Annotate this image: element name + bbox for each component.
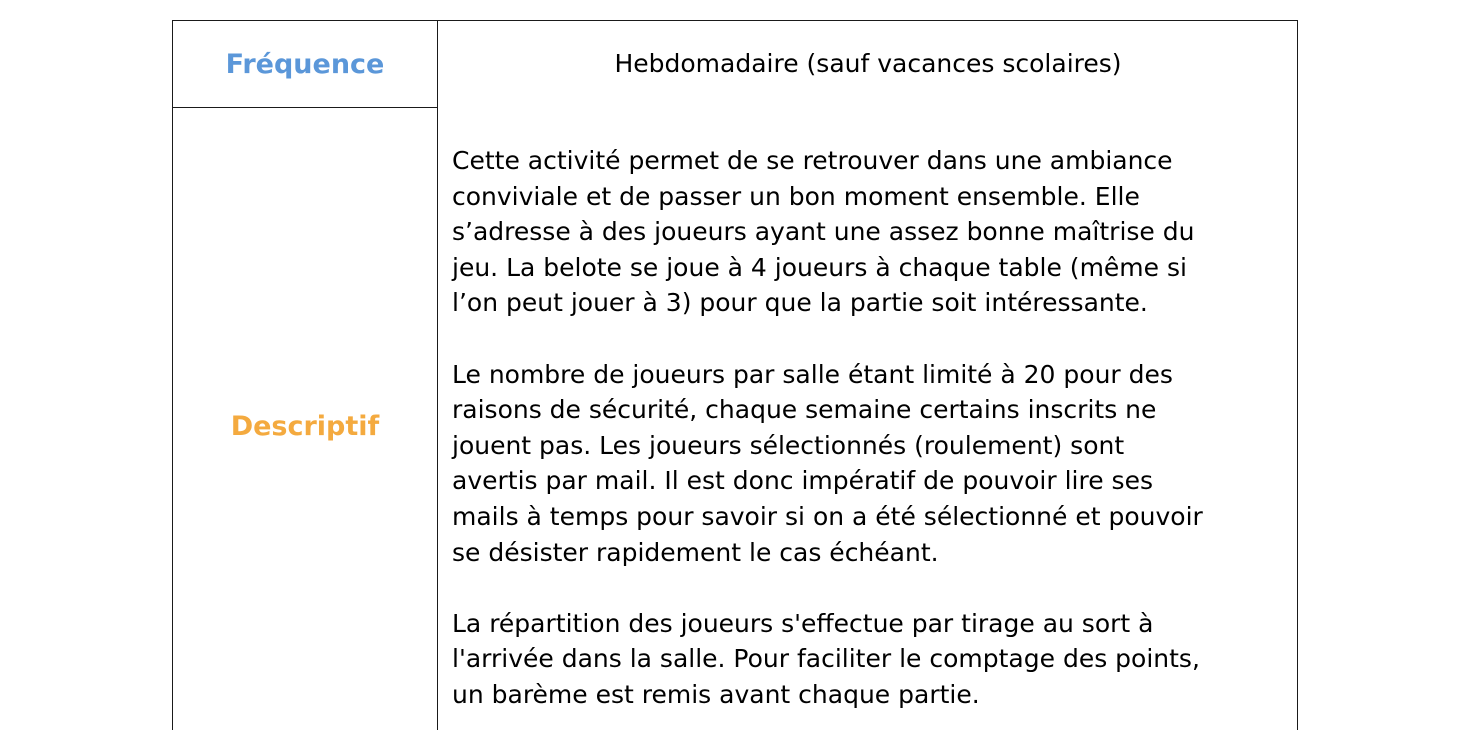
info-table <box>172 20 1298 730</box>
frequency-value: Hebdomadaire (sauf vacances scolaires) <box>614 49 1122 78</box>
description-text <box>452 143 1292 713</box>
column-divider <box>437 21 438 730</box>
description-paragraph-1: Cette activité permet de se retrouver dans une ambiance conviviale et de passer un bon moment ensemble. Elle s’adresse à des joueurs ayant une assez bonne maîtrise du jeu. La belote se joue à 4 joueurs à chaque table (même si l’on peut jouer à 3) pour que la partie soit intéressante. <box>452 146 1195 318</box>
frequency-label: Fréquence <box>225 49 385 80</box>
description-label: Descriptif <box>230 411 380 442</box>
description-paragraph-3: La répartition des joueurs s'effectue par tirage au sort à l'arrivée dans la salle. Pour faciliter le comptage des points, un barème est remis avant chaque partie. <box>452 608 1200 709</box>
row-divider <box>173 107 438 108</box>
description-paragraph-2: Le nombre de joueurs par salle étant limité à 20 pour des raisons de sécurité, chaque semaine certains inscrits ne jouent pas. Les joueurs sélectionnés (roulement) sont avertis par mail. Il est donc impératif de pouvoir lire ses mails à temps pour savoir si on a été sélectionné et pouvoir se désister rapidement le cas échéant. <box>452 359 1203 567</box>
